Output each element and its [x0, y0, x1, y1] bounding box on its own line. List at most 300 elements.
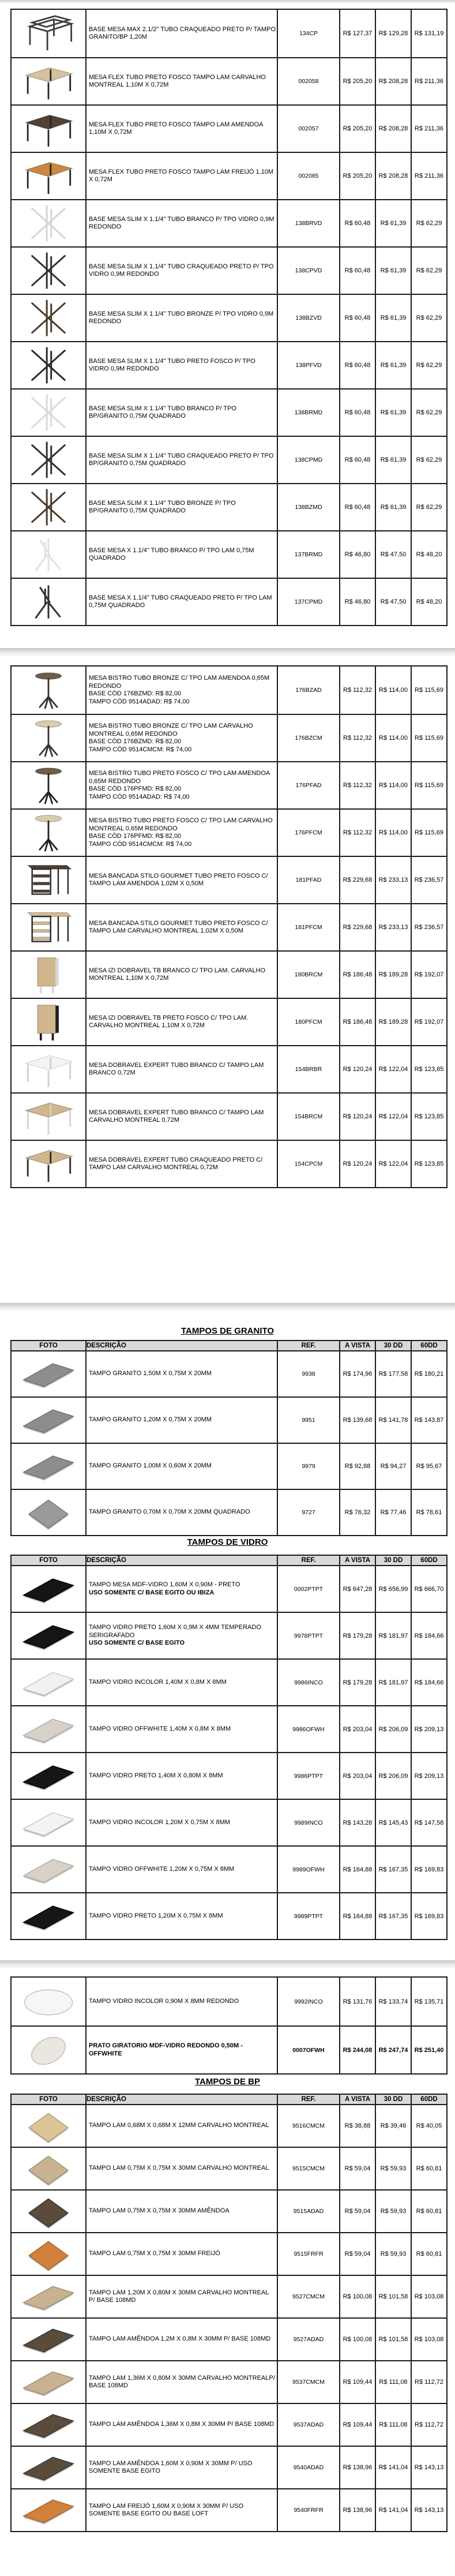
price-30dd: R$ 122,04 [375, 1094, 411, 1140]
price-a-vista: R$ 100,08 [339, 2319, 375, 2360]
product-ref: 176PFAD [277, 762, 339, 808]
table-row [12, 246, 446, 294]
description-line: TAMPO LAM 1,36M X 0,80M X 30MM CARVALHO MONTREALP/ BASE 108MD [89, 2374, 275, 2389]
price-a-vista: R$ 109,44 [339, 2361, 375, 2403]
description-text [87, 1461, 277, 1472]
product-ref: 138CPVD [277, 248, 339, 294]
product-photo [12, 1046, 85, 1092]
description-line: TAMPO VIDRO OFFWHITE 1,40M X 0,8M X 8MM [89, 1725, 231, 1732]
product-description [85, 2233, 277, 2275]
product-photo [12, 390, 85, 436]
description-line: BASE CÓD 176BZMD: R$ 82,00 [89, 738, 182, 745]
price-a-vista: R$ 120,24 [339, 1141, 375, 1187]
page-edge-strip [0, 0, 455, 3]
description-text [87, 966, 277, 984]
product-photo [12, 106, 85, 152]
price-a-vista: R$ 647,28 [339, 1566, 375, 1612]
price-60dd: R$ 123,85 [411, 1046, 446, 1092]
product-ref: 9515ADAD [277, 2191, 339, 2232]
product-ref: 9951 [277, 1398, 339, 1443]
product-photo [12, 667, 85, 714]
price-a-vista: R$ 46,80 [339, 531, 375, 578]
product-ref: 9986OFWH [277, 1706, 339, 1752]
product-description [85, 579, 277, 625]
table-row [12, 1612, 446, 1658]
price-30dd: R$ 145,43 [375, 1800, 411, 1845]
product-description [85, 1141, 277, 1187]
price-30dd: R$ 61,39 [375, 437, 411, 483]
description-text [87, 919, 277, 937]
table-row [12, 761, 446, 808]
product-ref: 176BZCM [277, 715, 339, 761]
description-text [87, 2288, 277, 2306]
column-header-ref: REF. [277, 2095, 339, 2104]
product-photo [12, 58, 85, 104]
table-row [12, 1443, 446, 1489]
price-60dd: R$ 62,29 [411, 200, 446, 246]
description-line: TAMPO VIDRO PRETO 1,40M X 0,80M X 8MM [89, 1772, 223, 1779]
price-a-vista: R$ 179,28 [339, 1613, 375, 1658]
page-divider [0, 648, 455, 656]
description-text [87, 120, 277, 138]
price-30dd: R$ 247,74 [375, 2027, 411, 2073]
product-ref: 9979 [277, 1444, 339, 1489]
description-line: BASE MESA SLIM X 1.1/4" TUBO CRAQUEADO PRETO P/ TPO VIDRO 0,9M REDONDO [89, 263, 274, 278]
description-line: BASE MESA SLIM X 1.1/4" TUBO BRANCO P/ TPO VIDRO 0,9M REDONDO [89, 215, 274, 230]
product-ref: 134CP [277, 10, 339, 57]
product-description [85, 762, 277, 808]
description-line: TAMPO MESA MDF-VIDRO 1,60M X 0,90M - PRETO [89, 1581, 240, 1588]
product-description [85, 1706, 277, 1752]
description-line: TAMPO LAM AMÊNDOA 1,36M X 0,8M X 30MM P/ BASE 108MD [89, 2421, 274, 2428]
product-ref: 154BRBR [277, 1046, 339, 1092]
product-ref: 9992INCO [277, 1978, 339, 2025]
price-a-vista: R$ 164,88 [339, 1847, 375, 1892]
price-60dd: R$ 131,19 [411, 10, 446, 57]
product-description [85, 1753, 277, 1799]
table-row [12, 57, 446, 104]
description-line: BASE MESA SLIM X 1.1/4" TUBO BRONZE P/ TPO BP/GRANITO 0,75M QUADRADO [89, 499, 236, 514]
product-photo [12, 1706, 85, 1752]
column-header-descricao: DESCRIÇÃO [85, 1556, 277, 1565]
description-text [87, 2163, 277, 2174]
price-30dd: R$ 177,58 [375, 1351, 411, 1396]
description-line: TAMPO LAM 0,68M X 0,68M X 12MM CARVALHO MONTREAL [89, 2122, 269, 2129]
description-line: BASE CÓD 176PFMD: R$ 82,00 [89, 833, 182, 840]
column-header-ref: REF. [277, 1556, 339, 1565]
price-30dd: R$ 114,00 [375, 762, 411, 808]
description-text [87, 721, 277, 755]
description-text [87, 451, 277, 469]
price-60dd: R$ 169,83 [411, 1847, 446, 1892]
product-ref: 002085 [277, 153, 339, 199]
price-60dd: R$ 40,05 [411, 2105, 446, 2147]
description-line: TAMPO VIDRO OFFWHITE 1,20M X 0,75M X 8MM [89, 1865, 235, 1873]
price-a-vista: R$ 186,48 [339, 952, 375, 998]
price-a-vista: R$ 120,24 [339, 1046, 375, 1092]
price-a-vista: R$ 60,48 [339, 390, 375, 436]
price-60dd: R$ 62,29 [411, 342, 446, 388]
price-a-vista: R$ 112,32 [339, 715, 375, 761]
product-ref: 154BRCM [277, 1094, 339, 1140]
product-ref: 0007OFWH [277, 2027, 339, 2073]
product-photo [12, 437, 85, 483]
price-30dd: R$ 141,78 [375, 1398, 411, 1443]
description-line: TAMPO CÓD 9514ADAD: R$ 74,00 [89, 698, 190, 705]
product-ref: 9515CMCM [277, 2148, 339, 2189]
table-row [12, 667, 446, 714]
product-ref: 9938 [277, 1351, 339, 1396]
product-ref: 9989INCO [277, 1800, 339, 1845]
product-description [85, 1566, 277, 1612]
description-line: TAMPO LAM 0,75M X 0,75M X 30MM CARVALHO MONTREAL [89, 2165, 269, 2172]
description-text [87, 2420, 277, 2430]
table-row [12, 294, 446, 341]
product-ref: 9540ADAD [277, 2447, 339, 2488]
page-divider [0, 1303, 455, 1311]
price-30dd: R$ 167,35 [375, 1893, 411, 1939]
price-a-vista: R$ 138,96 [339, 2489, 375, 2531]
product-ref: 0002PTPT [277, 1566, 339, 1612]
price-30dd: R$ 206,09 [375, 1706, 411, 1752]
column-header-ref: REF. [277, 1341, 339, 1350]
description-line: TAMPO VIDRO INCOLOR 1,20M X 0,75M X 8MM [89, 1818, 230, 1826]
product-photo [12, 1490, 85, 1535]
price-30dd: R$ 39,46 [375, 2105, 411, 2147]
description-line: MESA BANCADA STILO GOURMET TUBO PRETO FOSCO C/ TAMPO LAM AMENDOA 1,02M X 0,50M [89, 872, 268, 887]
description-line: MESA BISTRO TUBO BRONZE C/ TPO LAM CARVALHO MONTREAL 0,65M REDONDO [89, 722, 253, 737]
product-description [85, 248, 277, 294]
table-row [12, 1658, 446, 1705]
section-title: TAMPOS DE GRANITO [181, 1326, 274, 1336]
description-text [87, 1369, 277, 1379]
price-a-vista: R$ 60,48 [339, 248, 375, 294]
price-30dd: R$ 122,04 [375, 1141, 411, 1187]
price-60dd: R$ 209,13 [411, 1753, 446, 1799]
product-description [85, 1978, 277, 2025]
description-text [87, 499, 277, 516]
description-line: BASE CÓD 176PFMD: R$ 82,00 [89, 785, 182, 792]
table-row [12, 998, 446, 1045]
price-a-vista: R$ 164,88 [339, 1893, 375, 1939]
price-a-vista: R$ 205,20 [339, 153, 375, 199]
price-a-vista: R$ 60,48 [339, 437, 375, 483]
price-a-vista: R$ 59,04 [339, 2148, 375, 2189]
table-row [12, 1845, 446, 1892]
price-table-tampos-de-granito [10, 1340, 448, 1536]
price-30dd: R$ 181,97 [375, 1613, 411, 1658]
product-ref: 138BZVD [277, 295, 339, 341]
table-row [12, 2403, 446, 2446]
description-line: MESA FLEX TUBO PRETO FOSCO TAMPO LAM FREIJÓ 1,10M X 0,72M [89, 168, 274, 183]
product-ref: 9537CMCM [277, 2361, 339, 2403]
price-a-vista: R$ 203,04 [339, 1706, 375, 1752]
price-30dd: R$ 208,28 [375, 106, 411, 152]
description-line: TAMPO LAM 1,20M X 0,80M X 30MM CARVALHO MONTREAL P/ BASE 108MD [89, 2289, 269, 2304]
table-row [12, 578, 446, 625]
price-a-vista: R$ 60,48 [339, 200, 375, 246]
product-photo [12, 200, 85, 246]
description-line: TAMPO CÓD 9514ADAD: R$ 74,00 [89, 793, 190, 800]
description-text [87, 1108, 277, 1126]
table-row [12, 152, 446, 199]
table-row [12, 104, 446, 152]
price-30dd: R$ 141,04 [375, 2489, 411, 2531]
price-60dd: R$ 60,81 [411, 2191, 446, 2232]
product-description [85, 531, 277, 578]
product-photo [12, 2027, 85, 2073]
price-a-vista: R$ 60,48 [339, 484, 375, 530]
product-description [85, 1351, 277, 1396]
product-photo [12, 153, 85, 199]
product-photo [12, 1753, 85, 1799]
table-row [12, 903, 446, 950]
product-ref: 138BZMD [277, 484, 339, 530]
price-60dd: R$ 143,13 [411, 2447, 446, 2488]
product-description [85, 484, 277, 530]
price-a-vista: R$ 112,32 [339, 810, 375, 856]
product-photo [12, 1613, 85, 1658]
product-description [85, 1613, 277, 1658]
product-ref: 002057 [277, 106, 339, 152]
price-60dd: R$ 184,66 [411, 1660, 446, 1705]
price-60dd: R$ 666,70 [411, 1566, 446, 1612]
price-a-vista: R$ 76,32 [339, 1490, 375, 1535]
product-description [85, 810, 277, 856]
product-photo [12, 2319, 85, 2360]
product-photo [12, 1847, 85, 1892]
product-description [85, 2191, 277, 2232]
price-a-vista: R$ 138,96 [339, 2447, 375, 2488]
table-row [12, 1489, 446, 1535]
description-line: TAMPO VIDRO INCOLOR 1,40M X 0,8M X 8MM [89, 1678, 227, 1686]
table-row [12, 2360, 446, 2403]
product-description [85, 2447, 277, 2488]
price-30dd: R$ 111,08 [375, 2361, 411, 2403]
description-line: MESA BISTRO TUBO PRETO FOSCO C/ TPO LAM CARVALHO MONTREAL 0,65M REDONDO [89, 817, 273, 832]
price-60dd: R$ 62,29 [411, 295, 446, 341]
product-description [85, 58, 277, 104]
product-description [85, 1398, 277, 1443]
product-photo [12, 2191, 85, 2232]
product-description [85, 952, 277, 998]
description-text [87, 167, 277, 185]
column-header-60dd: 60DD [411, 1341, 446, 1350]
price-60dd: R$ 123,85 [411, 1094, 446, 1140]
description-text [87, 2249, 277, 2259]
price-30dd: R$ 122,04 [375, 1046, 411, 1092]
product-photo [12, 2404, 85, 2446]
price-30dd: R$ 94,27 [375, 1444, 411, 1489]
price-30dd: R$ 233,13 [375, 904, 411, 950]
section-title: TAMPOS DE VIDRO [187, 1537, 268, 1547]
product-description [85, 2404, 277, 2446]
description-line: TAMPO GRANITO 1,50M X 0,75M X 20MM [89, 1370, 212, 1377]
description-text [87, 1155, 277, 1173]
price-60dd: R$ 180,21 [411, 1351, 446, 1396]
price-60dd: R$ 115,69 [411, 810, 446, 856]
product-description [85, 1094, 277, 1140]
price-30dd: R$ 47,50 [375, 531, 411, 578]
product-description [85, 1847, 277, 1892]
product-ref: 002058 [277, 58, 339, 104]
product-ref: 138BRVD [277, 200, 339, 246]
table-row [12, 10, 446, 57]
description-text [87, 404, 277, 422]
table-row [12, 1396, 446, 1443]
product-ref: 176BZAD [277, 667, 339, 714]
product-photo [12, 2276, 85, 2317]
product-description [85, 153, 277, 199]
product-description [85, 2319, 277, 2360]
price-a-vista: R$ 205,20 [339, 106, 375, 152]
price-60dd: R$ 184,66 [411, 1613, 446, 1658]
price-60dd: R$ 60,81 [411, 2233, 446, 2275]
table-row [12, 1140, 446, 1187]
description-text [87, 1997, 277, 2007]
price-a-vista: R$ 143,28 [339, 1800, 375, 1845]
price-30dd: R$ 101,58 [375, 2276, 411, 2317]
description-text [87, 673, 277, 707]
column-header-descricao: DESCRIÇÃO [85, 1341, 277, 1350]
product-ref: 137BRMD [277, 531, 339, 578]
price-30dd: R$ 141,04 [375, 2447, 411, 2488]
description-line: MESA BISTRO TUBO PRETO FOSCO C/ TPO LAM AMENDOA 0,65M REDONDO [89, 770, 270, 785]
price-a-vista: R$ 59,04 [339, 2233, 375, 2275]
price-a-vista: R$ 174,96 [339, 1351, 375, 1396]
price-a-vista: R$ 186,48 [339, 999, 375, 1045]
description-line: MESA FLEX TUBO PRETO FOSCO TAMPO LAM AMENDOA 1,10M X 0,72M [89, 121, 263, 136]
description-text [87, 357, 277, 375]
product-description [85, 200, 277, 246]
price-30dd: R$ 61,39 [375, 295, 411, 341]
column-header-foto: FOTO [39, 1557, 58, 1564]
table-row [12, 436, 446, 483]
price-60dd: R$ 115,69 [411, 762, 446, 808]
description-text [87, 1507, 277, 1518]
column-header-30dd: 30 DD [375, 1341, 411, 1350]
description-text [87, 1061, 277, 1079]
description-line: BASE MESA SLIM X 1.1/4" TUBO PRETO FOSCO P/ TPO VIDRO 0,9M REDONDO [89, 357, 255, 372]
product-description [85, 1444, 277, 1489]
product-photo [12, 904, 85, 950]
price-30dd: R$ 59,93 [375, 2148, 411, 2189]
description-text [87, 816, 277, 849]
price-60dd: R$ 143,13 [411, 2489, 446, 2531]
price-30dd: R$ 189,28 [375, 952, 411, 998]
price-60dd: R$ 112,72 [411, 2361, 446, 2403]
price-a-vista: R$ 179,28 [339, 1660, 375, 1705]
price-30dd: R$ 61,39 [375, 342, 411, 388]
product-ref: 137CPMD [277, 579, 339, 625]
description-line: BASE MESA MAX 2.1/2" TUBO CRAQUEADO PRETO P/ TAMPO GRANITO/BP 1,20M [89, 25, 276, 40]
product-description [85, 2276, 277, 2317]
product-photo [12, 762, 85, 808]
price-60dd: R$ 211,36 [411, 153, 446, 199]
price-60dd: R$ 236,57 [411, 904, 446, 950]
product-ref: 180PFCM [277, 999, 339, 1045]
price-table-tampos-de-vidro-continuacao [10, 1976, 448, 2075]
product-photo [12, 2489, 85, 2531]
price-30dd: R$ 59,93 [375, 2191, 411, 2232]
description-line: TAMPO GRANITO 1,20M X 0,75M X 20MM [89, 1416, 212, 1424]
description-line: MESA IZI DOBRAVEL TB PRETO FOSCO C/ TPO LAM. CARVALHO MONTREAL 1,10M X 0,72M [89, 1014, 249, 1029]
product-photo [12, 1800, 85, 1845]
price-60dd: R$ 62,29 [411, 484, 446, 530]
product-photo [12, 579, 85, 625]
price-table-tampos-de-bp [10, 2094, 448, 2532]
price-a-vista: R$ 112,32 [339, 667, 375, 714]
product-description [85, 904, 277, 950]
product-photo [12, 2447, 85, 2488]
price-30dd: R$ 208,28 [375, 153, 411, 199]
product-photo [12, 10, 85, 57]
product-ref: 138BRMD [277, 390, 339, 436]
product-photo [12, 1398, 85, 1443]
price-30dd: R$ 189,28 [375, 999, 411, 1045]
column-header-a-vista: A VISTA [339, 1341, 375, 1350]
price-a-vista: R$ 131,76 [339, 1978, 375, 2025]
table-row [12, 1045, 446, 1092]
price-60dd: R$ 62,29 [411, 248, 446, 294]
description-line: TAMPO CÓD 9514CMCM: R$ 74,00 [89, 840, 192, 848]
price-30dd: R$ 129,28 [375, 10, 411, 57]
product-photo [12, 2105, 85, 2147]
price-60dd: R$ 62,29 [411, 390, 446, 436]
description-text [87, 215, 277, 233]
description-text [87, 769, 277, 802]
price-30dd: R$ 61,39 [375, 390, 411, 436]
price-table-tampos-de-vidro [10, 1555, 448, 1940]
price-30dd: R$ 61,39 [375, 484, 411, 530]
price-a-vista: R$ 205,20 [339, 58, 375, 104]
price-a-vista: R$ 127,37 [339, 10, 375, 57]
price-a-vista: R$ 229,68 [339, 904, 375, 950]
description-text [87, 1818, 277, 1828]
description-text [87, 73, 277, 91]
product-photo [12, 248, 85, 294]
description-line: TAMPO GRANITO 1,00M X 0,60M X 20MM [89, 1462, 212, 1470]
table-row [12, 530, 446, 578]
price-a-vista: R$ 38,88 [339, 2105, 375, 2147]
price-30dd: R$ 167,35 [375, 1847, 411, 1892]
price-a-vista: R$ 229,68 [339, 857, 375, 903]
price-30dd: R$ 114,00 [375, 667, 411, 714]
column-header-60dd: 60DD [411, 2095, 446, 2104]
description-text [87, 1580, 277, 1598]
price-a-vista: R$ 100,08 [339, 2276, 375, 2317]
column-header-30dd: 30 DD [375, 2095, 411, 2104]
product-photo [12, 342, 85, 388]
product-photo [12, 952, 85, 998]
price-table-bases-e-mesas [10, 9, 448, 626]
description-text [87, 2373, 277, 2391]
product-photo [12, 1094, 85, 1140]
price-60dd: R$ 78,61 [411, 1490, 446, 1535]
product-description [85, 667, 277, 714]
product-ref: 9537ADAD [277, 2404, 339, 2446]
product-description [85, 295, 277, 341]
product-description [85, 106, 277, 152]
price-30dd: R$ 47,50 [375, 579, 411, 625]
product-description [85, 1893, 277, 1939]
product-description [85, 857, 277, 903]
table-row [12, 388, 446, 436]
table-row [12, 950, 446, 998]
description-line: BASE MESA X 1.1/4" TUBO CRAQUEADO PRETO P/ TPO LAM 0,75M QUADRADO [89, 594, 272, 609]
product-photo [12, 810, 85, 856]
price-60dd: R$ 251,40 [411, 2027, 446, 2073]
